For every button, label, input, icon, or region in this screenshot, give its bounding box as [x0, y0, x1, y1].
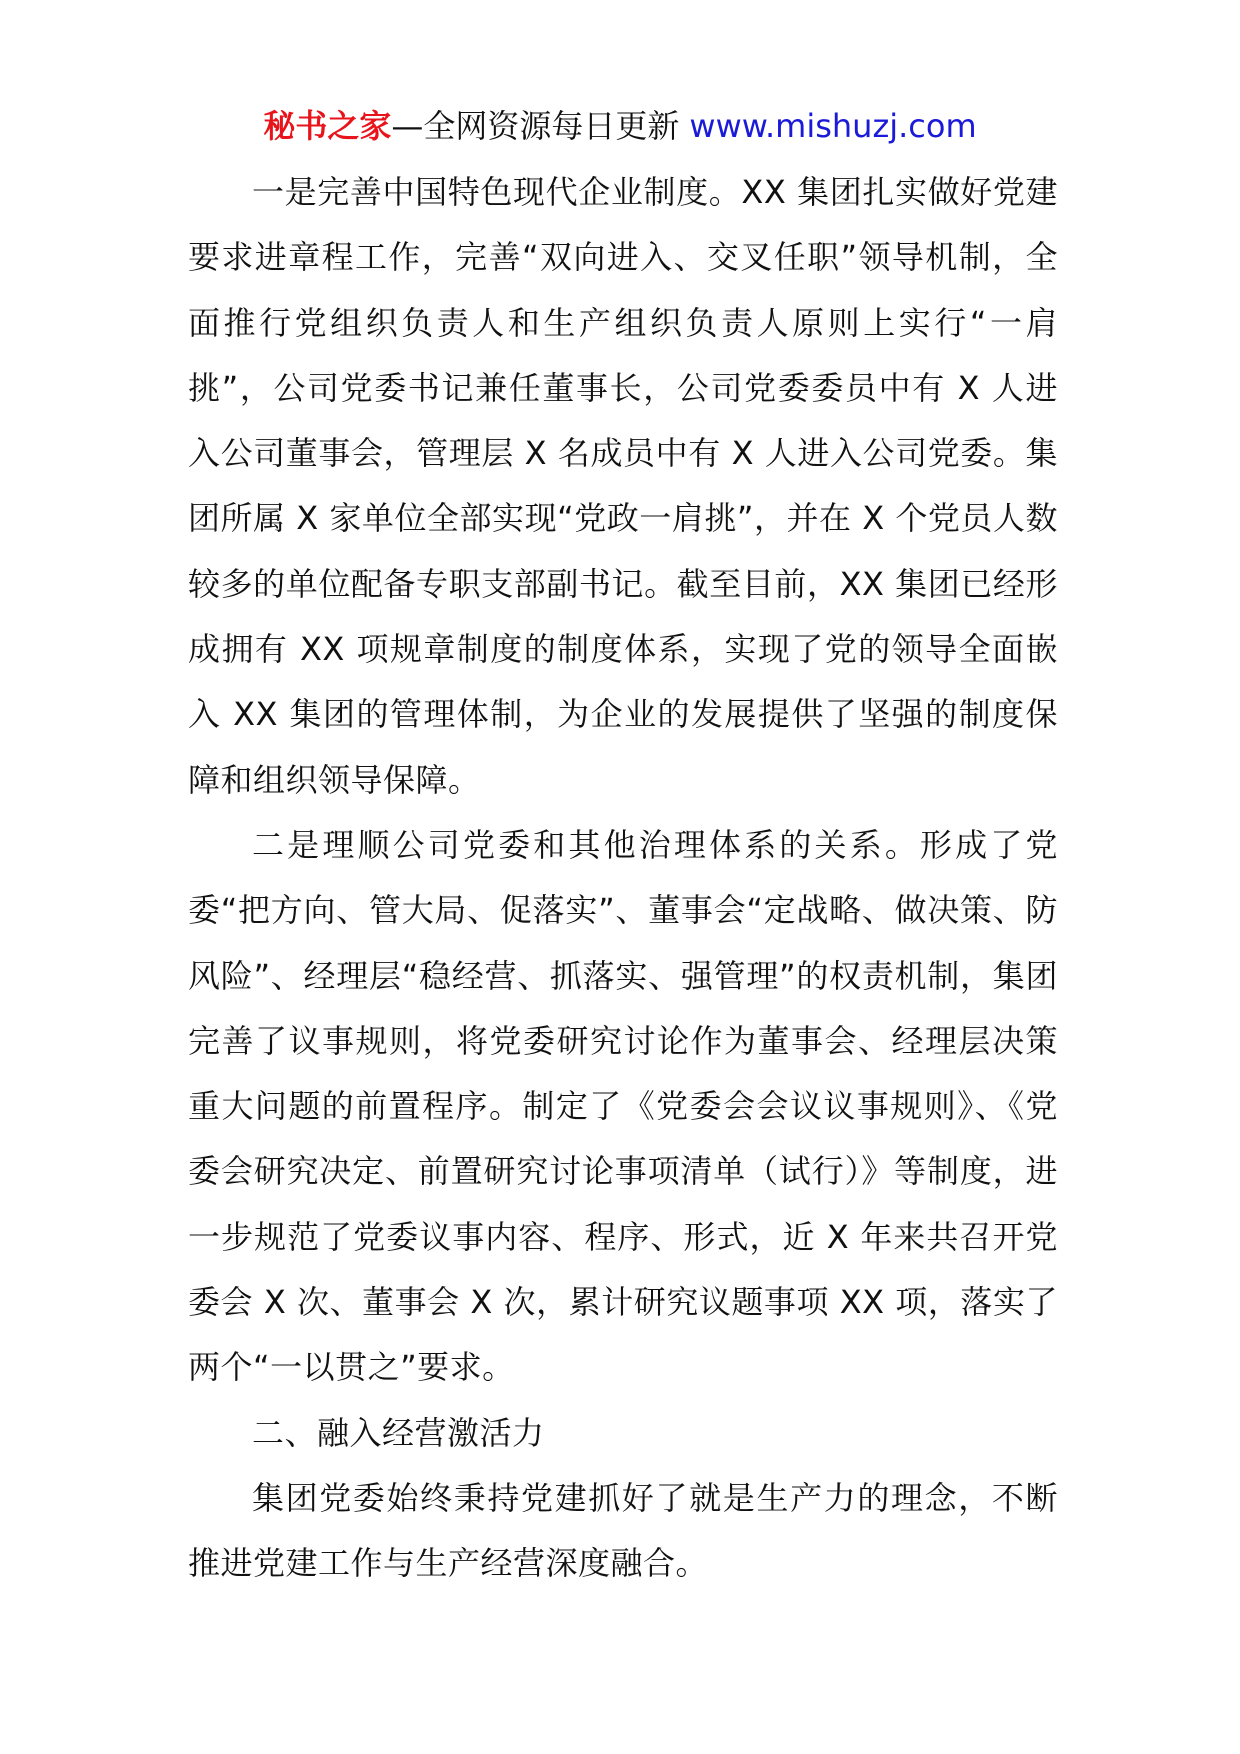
paragraph-governance-relations: 二是理顺公司党委和其他治理体系的关系。形成了党委“把方向、管大局、促落实”、董事会“定战略、做决策、防风险”、经理层“稳经营、抓落实、强管理”的权责机制，集团完善了议事规则，将党委研究讨论作为董事会、经理层决策重大问题的前置程序。制定了《党委会会议议事规则》、《党委会研究决定、前置研究讨论事项清单（试行）》等制度，进一步规范了党委议事内容、程序、形式，近 X 年来共召开党委会 X 次、董事会 X 次，累计研究议题事项 XX 项，落实了两个“一以贯之”要求。 [188, 825, 1058, 1387]
paragraph-modern-enterprise-system: 一是完善中国特色现代企业制度。XX 集团扎实做好党建要求进章程工作，完善“双向进入、交叉任职”领导机制，全面推行党组织负责人和生产组织负责人原则上实行“一肩挑”，公司党委书记兼任董事长，公司党委委员中有 X 人进入公司董事会，管理层 X 名成员中有 X 人进入公司党委。集团所属 X 家单位全部实现“党政一肩挑”，并在 X 个党员人数较多的单位配备专职支部副书记。截至目前，XX 集团已经形成拥有 XX 项规章制度的制度体系，实现了党的领导全面嵌入 XX 集团的管理体制，为企业的发展提供了坚强的制度保障和组织领导保障。 [188, 173, 1058, 799]
section-heading-business-integration: 二、融入经营激活力 [252, 1413, 545, 1452]
header-tagline: —全网资源每日更新 [391, 107, 680, 145]
site-url-link[interactable]: www.mishuzj.com [689, 107, 977, 145]
document-body [188, 160, 1058, 1597]
paragraph-productivity-concept: 集团党委始终秉持党建抓好了就是生产力的理念，不断推进党建工作与生产经营深度融合。 [188, 1478, 1058, 1583]
site-header [0, 104, 1240, 148]
brand-name: 秘书之家 [263, 107, 392, 145]
